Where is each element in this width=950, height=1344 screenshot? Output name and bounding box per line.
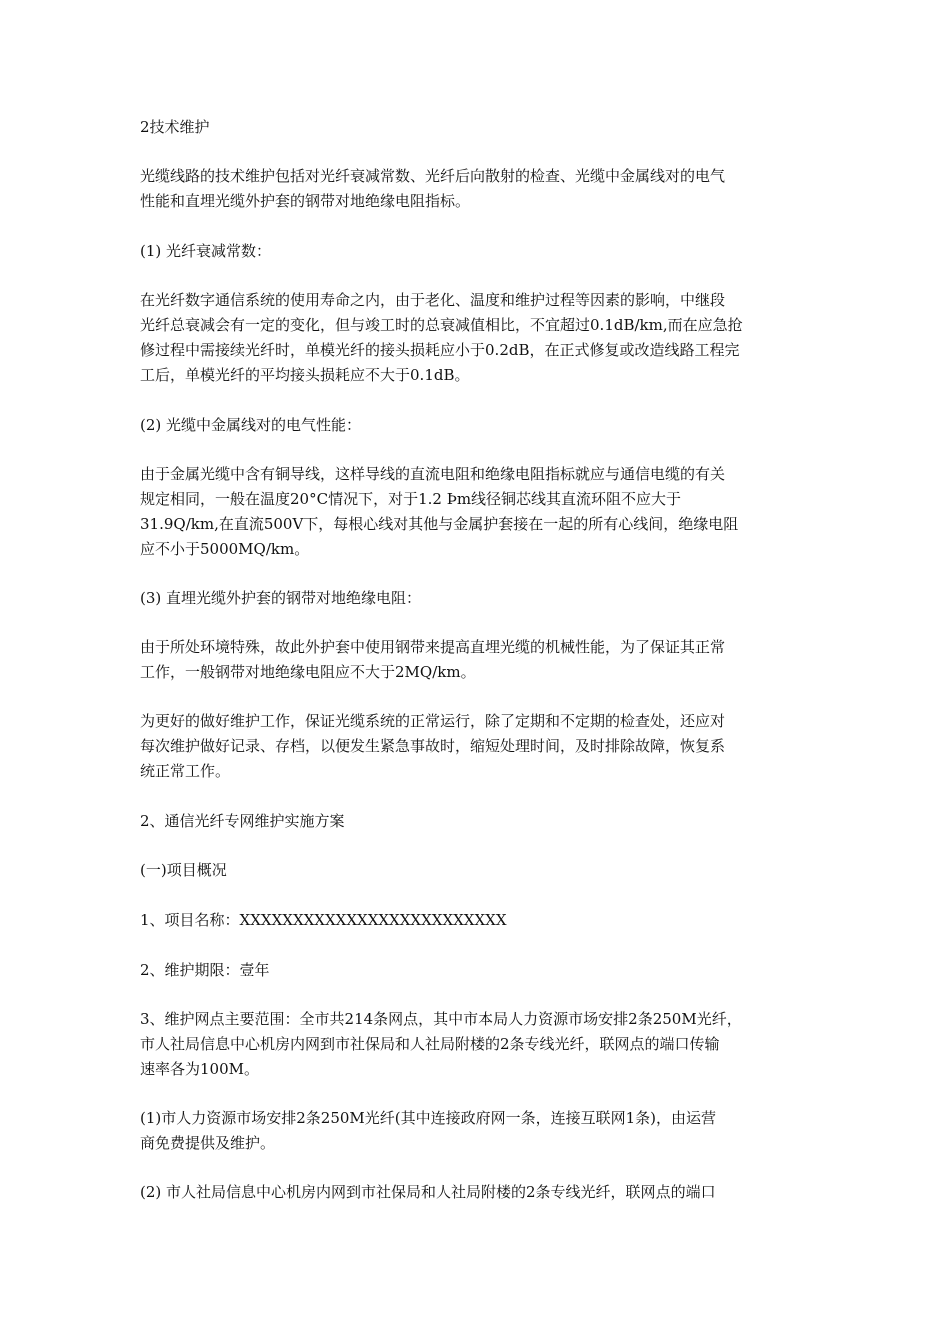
subheading-project-overview: (一)项目概况 [140,861,227,879]
section-heading-technical-maintenance: 2技术维护 [140,118,210,136]
list-item-maintenance-scope: 3、维护网点主要范围：全市共214条网点，其中市本局人力资源市场安排2条250M光纤， 市人社局信息中心机房内网到市社保局和人社局附楼的2条专线光纤，联网点的端口传输 速率各为100M。 [140,1010,742,1078]
paragraph-metal-wire-electrical-performance: 由于金属光缆中含有铜导线，这样导线的直流电阻和绝缘电阻指标就应与通信电缆的有关 规定相同，一般在温度20°C情况下，对于1.2 Þm线径铜芯线其直流环阻不应大于 31.9Q/km,在直流500V下，每根心线对其他与金属护套接在一起的所有心线间，绝缘电阻 应不小于5000MQ/km。 [140,465,739,558]
subheading-steel-tape-insulation: (3) 直埋光缆外护套的钢带对地绝缘电阻： [140,589,422,607]
subheading-fiber-attenuation: (1) 光纤衰减常数： [140,242,272,260]
paragraph-steel-tape-insulation: 由于所处环境特殊，故此外护套中使用钢带来提高直埋光缆的机械性能，为了保证其正常 工作，一般钢带对地绝缘电阻应不大于2MQ/km。 [140,638,726,681]
section-heading-implementation-plan: 2、通信光纤专网维护实施方案 [140,812,345,830]
list-item-project-name: 1、项目名称：XXXXXXXXXXXXXXXXXXXXXXXXX [140,911,507,929]
paragraph-maintenance-overview: 光缆线路的技术维护包括对光纤衰减常数、光纤后向散射的检查、光缆中金属线对的电气 性能和直埋光缆外护套的钢带对地绝缘电阻指标。 [140,167,726,210]
sub-list-item-information-center: (2) 市人社局信息中心机房内网到市社保局和人社局附楼的2条专线光纤，联网点的端口 [140,1183,716,1201]
subheading-metal-wire-electrical-performance: (2) 光缆中金属线对的电气性能： [140,416,362,434]
list-item-maintenance-period: 2、维护期限：壹年 [140,961,270,979]
paragraph-maintenance-records: 为更好的做好维护工作，保证光缆系统的正常运行，除了定期和不定期的检查处，还应对 每次维护做好记录、存档，以便发生紧急事故时，缩短处理时间，及时排除故障，恢复系 统正常工作。 [140,712,726,780]
sub-list-item-human-resources-market: (1)市人力资源市场安排2条250M光纤(其中连接政府网一条，连接互联网1条)，由运营 商免费提供及维护。 [140,1109,717,1152]
paragraph-fiber-attenuation: 在光纤数字通信系统的使用寿命之内，由于老化、温度和维护过程等因素的影响，中继段 光纤总衰减会有一定的变化，但与竣工时的总衰减值相比，不宜超过0.1dB/km,而在应急抢 修过程中需接续光纤时，单模光纤的接头损耗应小于0.2dB，在正式修复或改造线路工程完 工后，单模光纤的平均接头损耗应不大于0.1dB。 [140,291,743,384]
